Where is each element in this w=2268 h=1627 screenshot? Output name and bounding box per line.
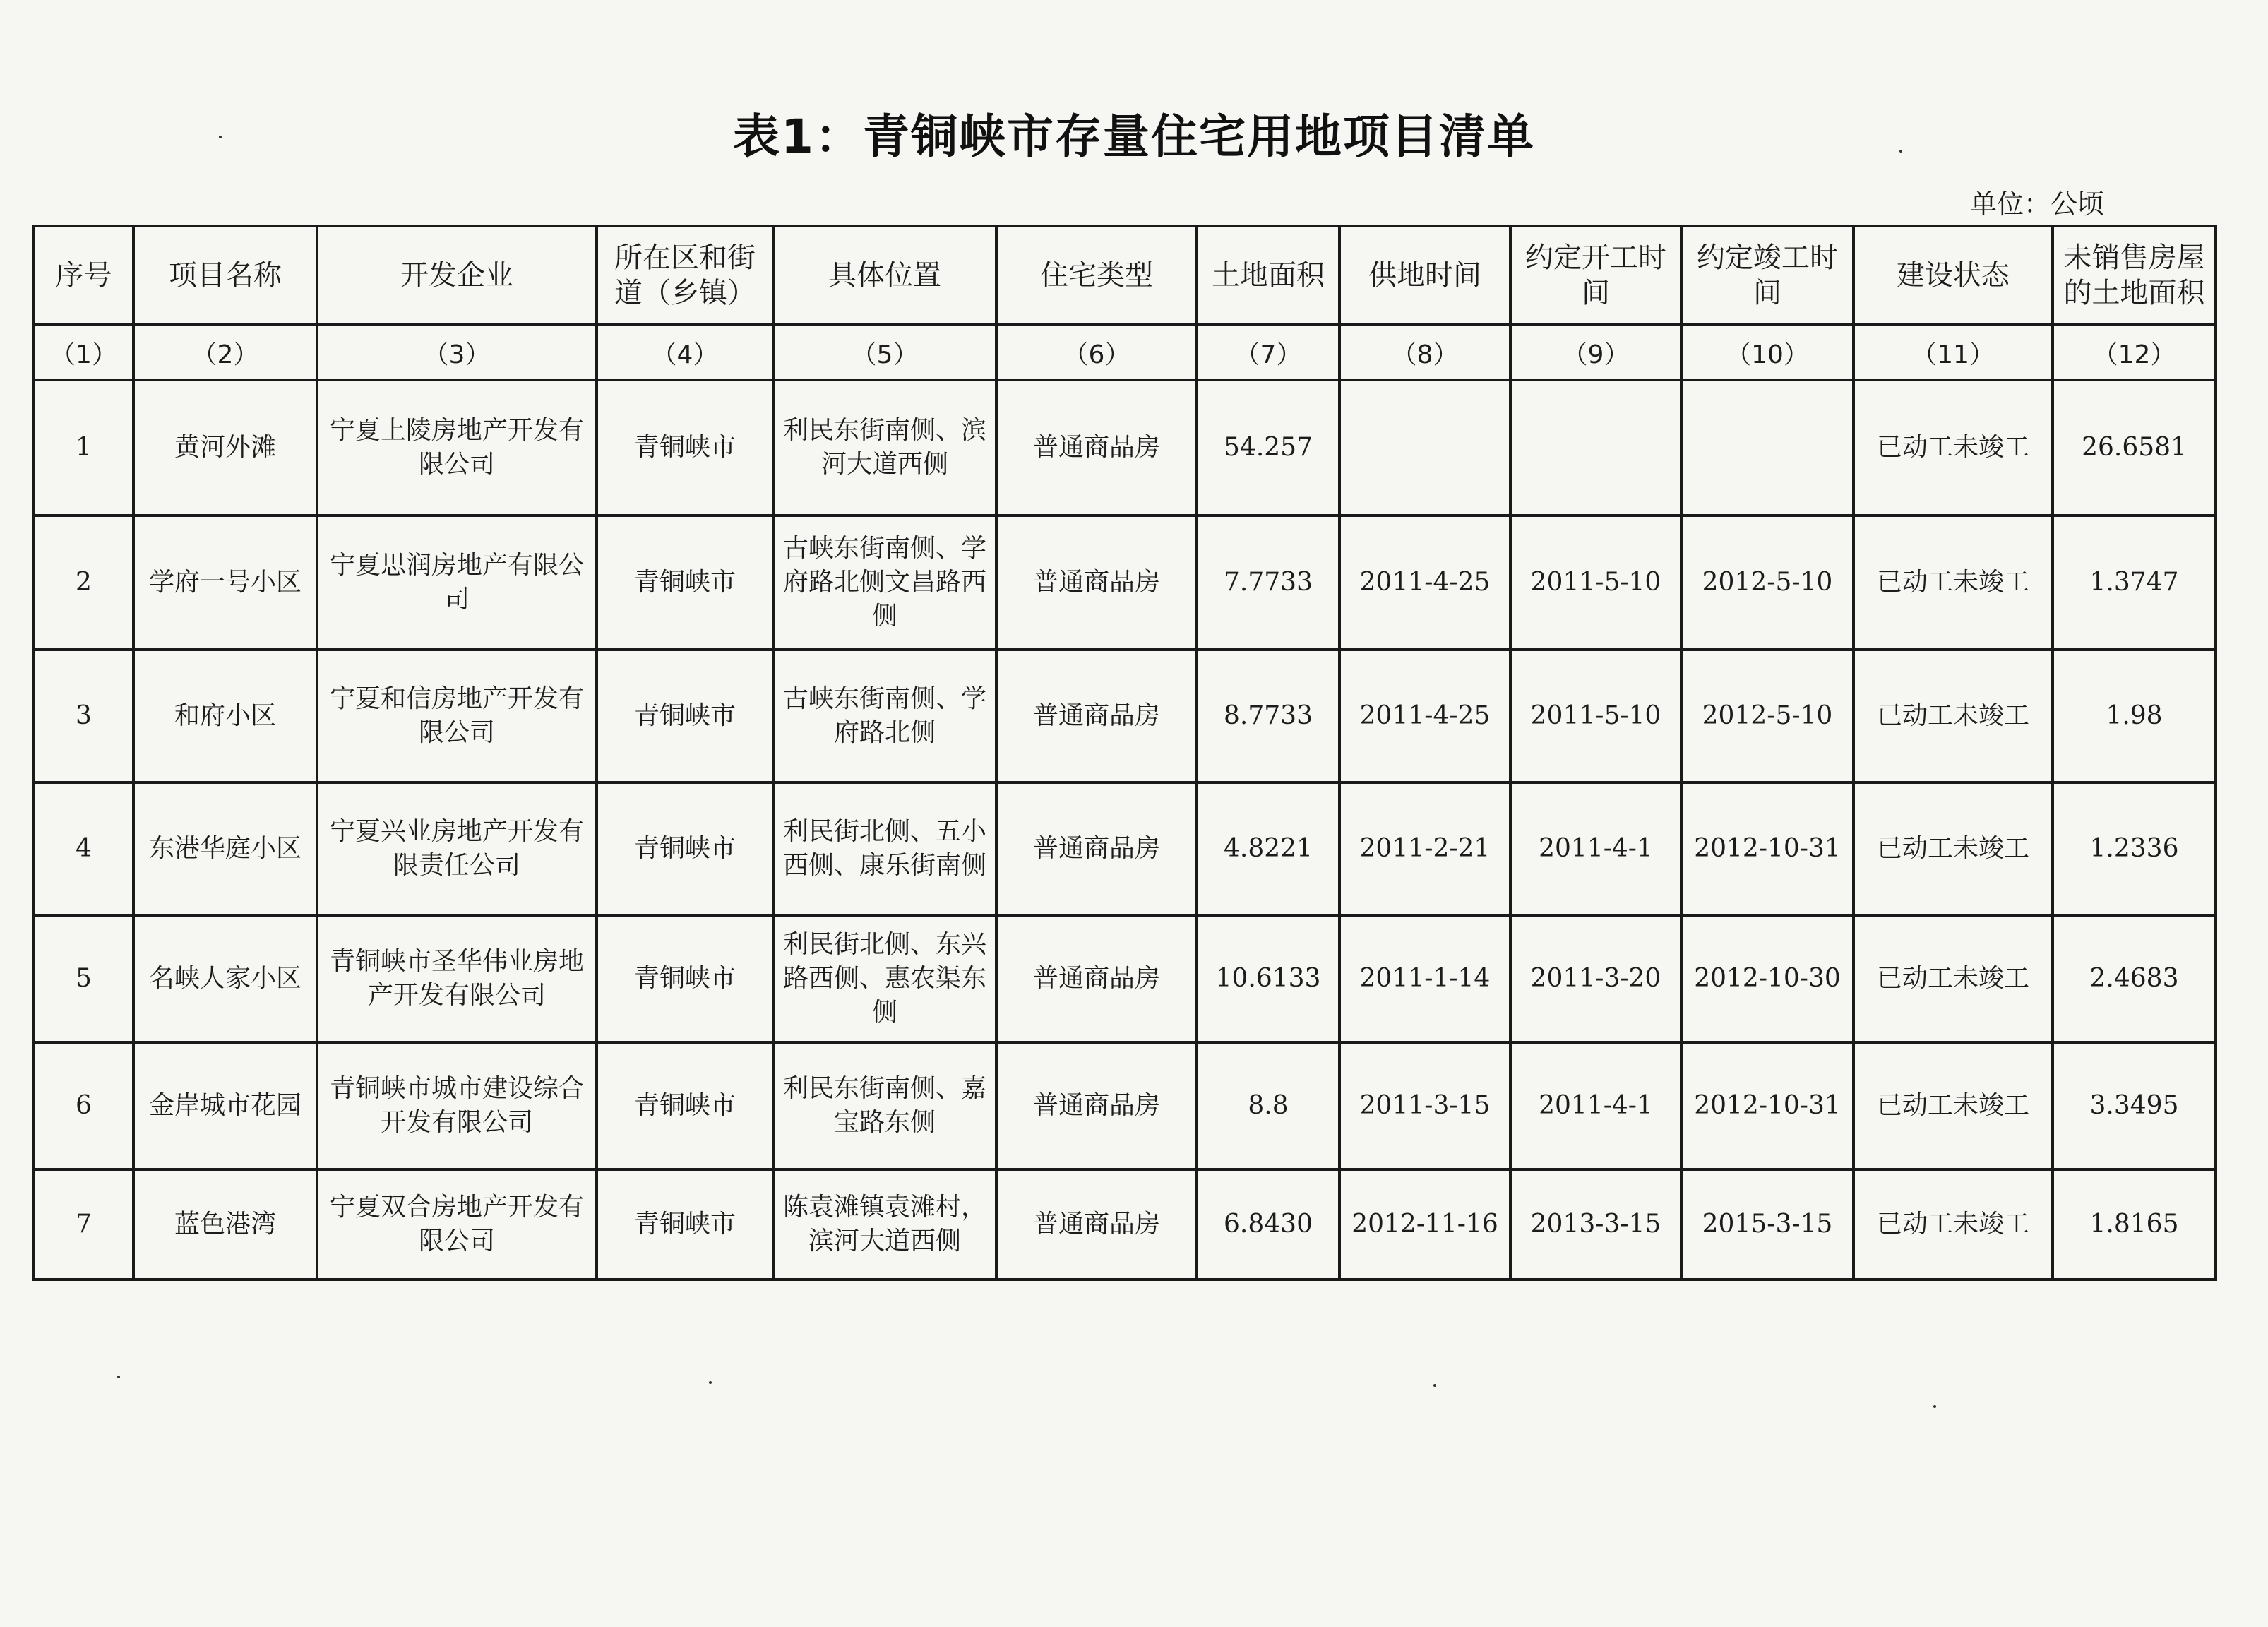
header-cell-start-date: 约定开工时间 (1510, 226, 1681, 325)
cell-developer: 青铜峡市城市建设综合开发有限公司 (317, 1042, 597, 1169)
header-cell-unsold-area: 未销售房屋的土地面积 (2053, 226, 2216, 325)
cell-type: 普通商品房 (996, 1042, 1197, 1169)
cell-district: 青铜峡市 (597, 380, 773, 515)
cell-supply-date: 2011-4-25 (1339, 650, 1510, 782)
cell-name: 和府小区 (133, 650, 317, 782)
scan-speck (1433, 1384, 1436, 1387)
cell-status: 已动工未竣工 (1854, 915, 2053, 1042)
header-cell-finish-date: 约定竣工时间 (1681, 226, 1854, 325)
cell-district: 青铜峡市 (597, 782, 773, 915)
scan-speck (219, 136, 222, 138)
cell-developer: 宁夏兴业房地产开发有限责任公司 (317, 782, 597, 915)
column-number-cell: （4） (597, 325, 773, 380)
cell-start-date: 2011-4-1 (1510, 1042, 1681, 1169)
cell-no: 5 (34, 915, 133, 1042)
project-table (32, 225, 2217, 1281)
cell-area: 4.8221 (1197, 782, 1339, 915)
cell-district: 青铜峡市 (597, 1042, 773, 1169)
cell-start-date: 2011-5-10 (1510, 515, 1681, 650)
cell-developer: 青铜峡市圣华伟业房地产开发有限公司 (317, 915, 597, 1042)
cell-finish-date: 2012-10-31 (1681, 1042, 1854, 1169)
cell-unsold-area: 2.4683 (2053, 915, 2216, 1042)
column-number-cell: （1） (34, 325, 133, 380)
cell-supply-date: 2011-2-21 (1339, 782, 1510, 915)
cell-status: 已动工未竣工 (1854, 782, 2053, 915)
cell-finish-date: 2012-10-30 (1681, 915, 1854, 1042)
cell-finish-date: 2012-5-10 (1681, 515, 1854, 650)
cell-location: 陈袁滩镇袁滩村，滨河大道西侧 (773, 1169, 996, 1280)
cell-location: 古峡东街南侧、学府路北侧 (773, 650, 996, 782)
column-number-cell: （7） (1197, 325, 1339, 380)
cell-start-date: 2013-3-15 (1510, 1169, 1681, 1280)
cell-type: 普通商品房 (996, 515, 1197, 650)
cell-area: 8.8 (1197, 1042, 1339, 1169)
cell-unsold-area: 1.3747 (2053, 515, 2216, 650)
cell-developer: 宁夏和信房地产开发有限公司 (317, 650, 597, 782)
scan-speck (1933, 1405, 1936, 1408)
cell-area: 10.6133 (1197, 915, 1339, 1042)
cell-area: 8.7733 (1197, 650, 1339, 782)
cell-name: 东港华庭小区 (133, 782, 317, 915)
cell-area: 7.7733 (1197, 515, 1339, 650)
cell-status: 已动工未竣工 (1854, 380, 2053, 515)
header-cell-developer: 开发企业 (317, 226, 597, 325)
cell-unsold-area: 1.98 (2053, 650, 2216, 782)
cell-start-date (1510, 380, 1681, 515)
column-number-cell: （2） (133, 325, 317, 380)
cell-finish-date (1681, 380, 1854, 515)
cell-no: 1 (34, 380, 133, 515)
cell-finish-date: 2012-5-10 (1681, 650, 1854, 782)
cell-district: 青铜峡市 (597, 1169, 773, 1280)
cell-developer: 宁夏上陵房地产开发有限公司 (317, 380, 597, 515)
header-cell-location: 具体位置 (773, 226, 996, 325)
cell-no: 2 (34, 515, 133, 650)
column-number-cell: （3） (317, 325, 597, 380)
scan-speck (1899, 150, 1902, 153)
cell-type: 普通商品房 (996, 782, 1197, 915)
scan-speck (709, 1381, 712, 1384)
cell-type: 普通商品房 (996, 915, 1197, 1042)
header-cell-district: 所在区和街道（乡镇） (597, 226, 773, 325)
unit-label: 单位：公顷 (1970, 189, 2105, 220)
column-number-cell: （8） (1339, 325, 1510, 380)
header-cell-status: 建设状态 (1854, 226, 2053, 325)
table-row (34, 1169, 2216, 1280)
header-row (34, 226, 2216, 325)
column-number-cell: （10） (1681, 325, 1854, 380)
table-row (34, 380, 2216, 515)
column-number-cell: （5） (773, 325, 996, 380)
table-row (34, 915, 2216, 1042)
cell-status: 已动工未竣工 (1854, 1042, 2053, 1169)
header-cell-no: 序号 (34, 226, 133, 325)
cell-no: 3 (34, 650, 133, 782)
cell-status: 已动工未竣工 (1854, 515, 2053, 650)
cell-no: 6 (34, 1042, 133, 1169)
cell-unsold-area: 3.3495 (2053, 1042, 2216, 1169)
cell-name: 学府一号小区 (133, 515, 317, 650)
cell-supply-date: 2011-1-14 (1339, 915, 1510, 1042)
cell-district: 青铜峡市 (597, 515, 773, 650)
header-cell-area: 土地面积 (1197, 226, 1339, 325)
cell-start-date: 2011-3-20 (1510, 915, 1681, 1042)
table-row (34, 515, 2216, 650)
cell-supply-date: 2011-4-25 (1339, 515, 1510, 650)
cell-name: 金岸城市花园 (133, 1042, 317, 1169)
header-cell-name: 项目名称 (133, 226, 317, 325)
cell-supply-date: 2012-11-16 (1339, 1169, 1510, 1280)
cell-status: 已动工未竣工 (1854, 1169, 2053, 1280)
column-number-cell: （12） (2053, 325, 2216, 380)
cell-no: 4 (34, 782, 133, 915)
cell-location: 利民街北侧、五小西侧、康乐街南侧 (773, 782, 996, 915)
cell-developer: 宁夏思润房地产有限公司 (317, 515, 597, 650)
table-row (34, 1042, 2216, 1169)
cell-supply-date (1339, 380, 1510, 515)
table-row (34, 782, 2216, 915)
header-cell-supply-date: 供地时间 (1339, 226, 1510, 325)
scan-speck (117, 1376, 120, 1378)
cell-type: 普通商品房 (996, 380, 1197, 515)
cell-developer: 宁夏双合房地产开发有限公司 (317, 1169, 597, 1280)
cell-location: 利民东街南侧、滨河大道西侧 (773, 380, 996, 515)
cell-name: 黄河外滩 (133, 380, 317, 515)
cell-start-date: 2011-4-1 (1510, 782, 1681, 915)
cell-type: 普通商品房 (996, 650, 1197, 782)
column-number-cell: （9） (1510, 325, 1681, 380)
cell-district: 青铜峡市 (597, 650, 773, 782)
cell-location: 利民东街南侧、嘉宝路东侧 (773, 1042, 996, 1169)
table-row (34, 650, 2216, 782)
cell-start-date: 2011-5-10 (1510, 650, 1681, 782)
cell-finish-date: 2015-3-15 (1681, 1169, 1854, 1280)
page-title: 表1：青铜峡市存量住宅用地项目清单 (733, 109, 1535, 164)
cell-finish-date: 2012-10-31 (1681, 782, 1854, 915)
cell-no: 7 (34, 1169, 133, 1280)
cell-unsold-area: 26.6581 (2053, 380, 2216, 515)
column-number-cell: （11） (1854, 325, 2053, 380)
column-number-cell: （6） (996, 325, 1197, 380)
cell-district: 青铜峡市 (597, 915, 773, 1042)
column-number-row (34, 325, 2216, 380)
cell-name: 名峡人家小区 (133, 915, 317, 1042)
cell-supply-date: 2011-3-15 (1339, 1042, 1510, 1169)
cell-location: 古峡东街南侧、学府路北侧文昌路西侧 (773, 515, 996, 650)
header-cell-type: 住宅类型 (996, 226, 1197, 325)
cell-location: 利民街北侧、东兴路西侧、惠农渠东侧 (773, 915, 996, 1042)
cell-unsold-area: 1.2336 (2053, 782, 2216, 915)
cell-name: 蓝色港湾 (133, 1169, 317, 1280)
cell-area: 54.257 (1197, 380, 1339, 515)
cell-unsold-area: 1.8165 (2053, 1169, 2216, 1280)
cell-type: 普通商品房 (996, 1169, 1197, 1280)
cell-area: 6.8430 (1197, 1169, 1339, 1280)
cell-status: 已动工未竣工 (1854, 650, 2053, 782)
